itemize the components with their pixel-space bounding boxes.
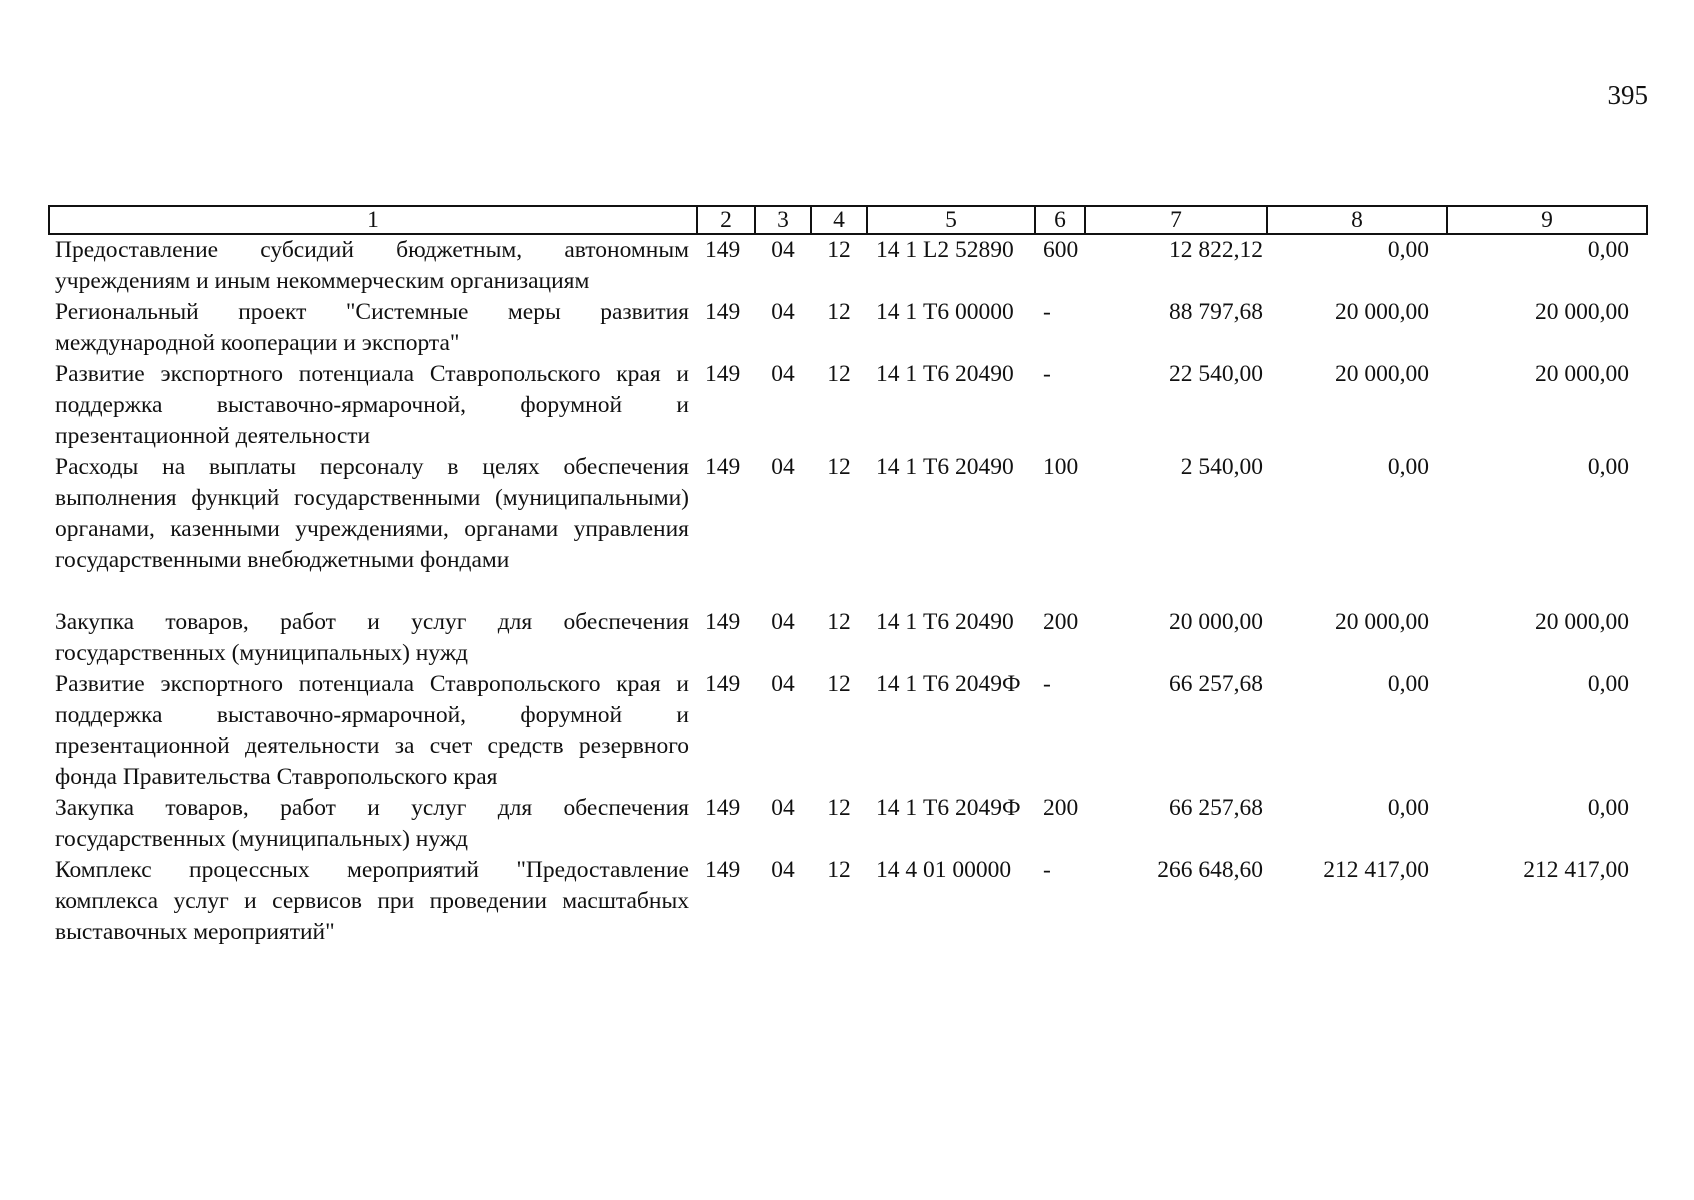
row-rz: 04 xyxy=(771,671,795,697)
column-header-7: 7 xyxy=(1085,206,1267,234)
row-sum-3: 20 000,00 xyxy=(1535,299,1629,325)
row-sum-3: 0,00 xyxy=(1587,454,1629,480)
row-sum-2: 20 000,00 xyxy=(1335,609,1429,635)
row-grbs: 149 xyxy=(705,609,741,635)
row-vr: - xyxy=(1043,361,1051,387)
table-row xyxy=(49,669,1647,793)
row-sum-1: 66 257,68 xyxy=(1169,795,1263,821)
row-description: Развитие экспортного потенциала Ставропольского края и поддержка выставочно-ярмарочной, форумной и презентационной деятельности за счет средств резервного фонда Правительства Ставропольского края xyxy=(55,671,689,790)
table-header xyxy=(49,206,1647,234)
table-row xyxy=(49,359,1647,452)
row-sum-2: 0,00 xyxy=(1387,795,1429,821)
row-rz: 04 xyxy=(771,237,795,263)
row-csr: 14 1 Т6 2049Ф xyxy=(876,795,1021,821)
row-csr: 14 1 Т6 00000 xyxy=(876,299,1014,325)
row-vr: - xyxy=(1043,299,1051,325)
row-sum-1: 20 000,00 xyxy=(1169,609,1263,635)
row-grbs: 149 xyxy=(705,454,741,480)
row-csr: 14 1 Т6 20490 xyxy=(876,609,1014,635)
row-description: Комплекс процессных мероприятий "Предоставление комплекса услуг и сервисов при проведении масштабных выставочных мероприятий" xyxy=(55,857,689,945)
row-grbs: 149 xyxy=(705,299,741,325)
row-description: Расходы на выплаты персоналу в целях обеспечения выполнения функций государственными (муниципальными) органами, казенными учреждениями, органами управления государственными внебюджетными фондами xyxy=(55,454,689,573)
row-vr: - xyxy=(1043,857,1051,883)
table-row xyxy=(49,452,1647,576)
row-sum-1: 66 257,68 xyxy=(1169,671,1263,697)
column-header-8: 8 xyxy=(1267,206,1447,234)
row-grbs: 149 xyxy=(705,795,741,821)
row-sum-1: 12 822,12 xyxy=(1169,237,1263,263)
column-header-9: 9 xyxy=(1447,206,1647,234)
row-vr: - xyxy=(1043,671,1051,697)
row-pr: 12 xyxy=(827,299,851,325)
table-row xyxy=(49,607,1647,669)
row-sum-3: 20 000,00 xyxy=(1535,361,1629,387)
row-sum-3: 0,00 xyxy=(1587,671,1629,697)
column-header-4: 4 xyxy=(811,206,867,234)
row-description: Предоставление субсидий бюджетным, автономным учреждениям и иным некоммерческим организациям xyxy=(55,237,689,294)
row-rz: 04 xyxy=(771,795,795,821)
column-header-2: 2 xyxy=(697,206,755,234)
row-pr: 12 xyxy=(827,671,851,697)
row-sum-2: 0,00 xyxy=(1387,671,1429,697)
table-row xyxy=(49,793,1647,855)
row-vr: 600 xyxy=(1043,237,1079,263)
row-csr: 14 1 Т6 20490 xyxy=(876,361,1014,387)
row-sum-1: 266 648,60 xyxy=(1157,857,1263,883)
row-rz: 04 xyxy=(771,857,795,883)
row-vr: 200 xyxy=(1043,609,1079,635)
row-description: Развитие экспортного потенциала Ставропольского края и поддержка выставочно-ярмарочной, форумной и презентационной деятельности xyxy=(55,361,689,449)
row-grbs: 149 xyxy=(705,857,741,883)
row-rz: 04 xyxy=(771,609,795,635)
row-sum-3: 20 000,00 xyxy=(1535,609,1629,635)
row-pr: 12 xyxy=(827,361,851,387)
row-sum-3: 0,00 xyxy=(1587,795,1629,821)
row-grbs: 149 xyxy=(705,237,741,263)
row-grbs: 149 xyxy=(705,671,741,697)
budget-table xyxy=(48,205,1648,948)
table-row xyxy=(49,855,1647,948)
row-sum-2: 0,00 xyxy=(1387,237,1429,263)
row-sum-2: 20 000,00 xyxy=(1335,361,1429,387)
page-number: 395 xyxy=(1607,80,1648,110)
row-csr: 14 1 Т6 20490 xyxy=(876,454,1014,480)
row-sum-1: 2 540,00 xyxy=(1180,454,1263,480)
row-pr: 12 xyxy=(827,237,851,263)
row-sum-1: 22 540,00 xyxy=(1169,361,1263,387)
row-description: Закупка товаров, работ и услуг для обеспечения государственных (муниципальных) нужд xyxy=(55,795,689,852)
table-row xyxy=(49,297,1647,359)
row-spacer xyxy=(49,576,1647,607)
row-rz: 04 xyxy=(771,454,795,480)
row-pr: 12 xyxy=(827,857,851,883)
row-vr: 100 xyxy=(1043,454,1079,480)
row-sum-3: 0,00 xyxy=(1587,237,1629,263)
column-header-3: 3 xyxy=(755,206,811,234)
row-sum-2: 0,00 xyxy=(1387,454,1429,480)
column-header-1: 1 xyxy=(49,206,697,234)
row-rz: 04 xyxy=(771,299,795,325)
row-sum-2: 20 000,00 xyxy=(1335,299,1429,325)
row-sum-3: 212 417,00 xyxy=(1523,857,1629,883)
row-sum-2: 212 417,00 xyxy=(1323,857,1429,883)
row-pr: 12 xyxy=(827,609,851,635)
column-header-6: 6 xyxy=(1035,206,1085,234)
row-grbs: 149 xyxy=(705,361,741,387)
row-sum-1: 88 797,68 xyxy=(1169,299,1263,325)
row-csr: 14 4 01 00000 xyxy=(876,857,1012,883)
row-description: Закупка товаров, работ и услуг для обеспечения государственных (муниципальных) нужд xyxy=(55,609,689,666)
table-body xyxy=(49,234,1647,948)
row-description: Региональный проект "Системные меры развития международной кооперации и экспорта" xyxy=(55,299,689,356)
row-pr: 12 xyxy=(827,454,851,480)
column-number-row xyxy=(49,206,1647,234)
row-rz: 04 xyxy=(771,361,795,387)
column-header-5: 5 xyxy=(867,206,1035,234)
table-row xyxy=(49,234,1647,297)
row-pr: 12 xyxy=(827,795,851,821)
row-vr: 200 xyxy=(1043,795,1079,821)
row-csr: 14 1 L2 52890 xyxy=(876,237,1014,263)
row-csr: 14 1 Т6 2049Ф xyxy=(876,671,1021,697)
spacer-cell xyxy=(49,576,1647,607)
